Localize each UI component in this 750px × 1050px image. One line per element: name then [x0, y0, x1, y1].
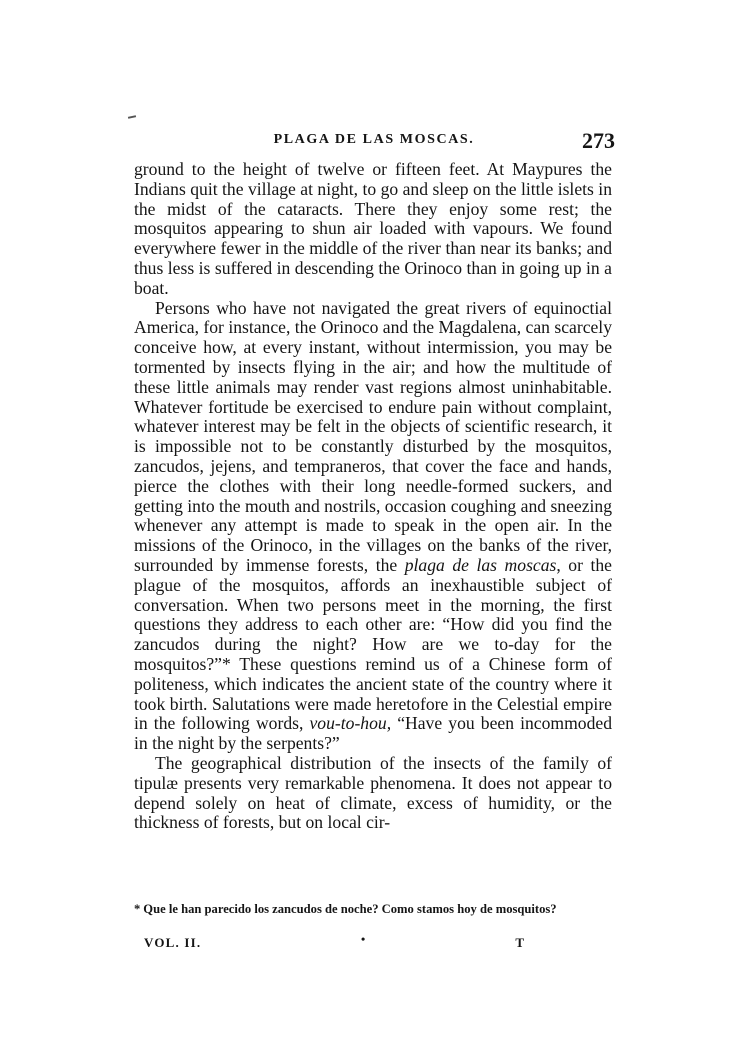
paragraph-2-continuation: These questions remind us of a Chinese form of politeness, which indicates the ancient state of the country where it took birth. Salutations were made heretofore in the Celestial empire in the following words,	[134, 653, 612, 734]
paragraph-2-end: “Have you been incommoded in the night by the serpents?”	[134, 713, 612, 754]
footnote-text: Que le han parecido los zancudos de noche? Como stamos hoy de mosquitos?	[143, 902, 557, 916]
footnote	[134, 902, 612, 917]
running-title: PLAGA DE LAS MOSCAS.	[273, 132, 475, 147]
italic-vou-to-hou: vou-to-hou,	[309, 713, 392, 734]
signature-mark: T	[515, 935, 524, 950]
volume-label: VOL. II.	[144, 935, 202, 950]
page-number: 273	[582, 128, 615, 153]
footnote-mark: *	[134, 902, 141, 916]
page-footer	[134, 932, 612, 955]
paragraph-2-middle: , or the plague of the mosquitos, affords an inexhaustible subject of conversation. When two persons meet in the morning, the first questions they address to each other are: “How did you find the zancudos during the night? How are we to-day for the mosquitos?”	[134, 554, 612, 674]
running-head	[133, 129, 615, 155]
paragraph-2-start: Persons who have not navigated the great rivers of equinoctial America, for instance, the Orinoco and the Magdalena, can scarcely conceive how, at every instant, without intermission, you may be tormented by insects flying in the air; and how the multitude of these little animals may render vast regions almost uninhabitable. Whatever fortitude be exercised to endure pain without complaint, whatever interest may be felt in the objects of scientific research, it is impossible not to be constantly disturbed by the mosquitos, zancudos, jejens, and tempraneros, that cover the face and hands, pierce the clothes with their long needle-formed suckers, and getting into the mouth and nostrils, occasion coughing and sneezing whenever any attempt is made to speak in the open air. In the missions of the Orinoco, in the villages on the banks of the river, surrounded by immense forests, the	[134, 297, 612, 575]
paragraph-1: ground to the height of twelve or fifteen feet. At Maypures the Indians quit the village at night, to go and sleep on the little islets in the midst of the cataracts. There they enjoy some rest; the mosquitos appearing to shun air loaded with vapours. We found everywhere fewer in the middle of the river than near its banks; and thus less is suffered in descending the Orinoco than in going up in a boat.	[134, 159, 612, 298]
footnote-reference: *	[221, 653, 231, 674]
paragraph-2	[134, 299, 612, 754]
italic-plaga-de-las-moscas: plaga de las moscas	[404, 554, 557, 575]
ink-speck	[128, 115, 136, 119]
body-text	[134, 160, 612, 833]
paragraph-3: The geographical distribution of the insects of the family of tipulæ presents very remarkable phenomena. It does not appear to depend solely on heat of climate, excess of humidity, or the thickness of forests, but on local cir-	[134, 752, 612, 833]
footer-dot: •	[361, 932, 366, 946]
